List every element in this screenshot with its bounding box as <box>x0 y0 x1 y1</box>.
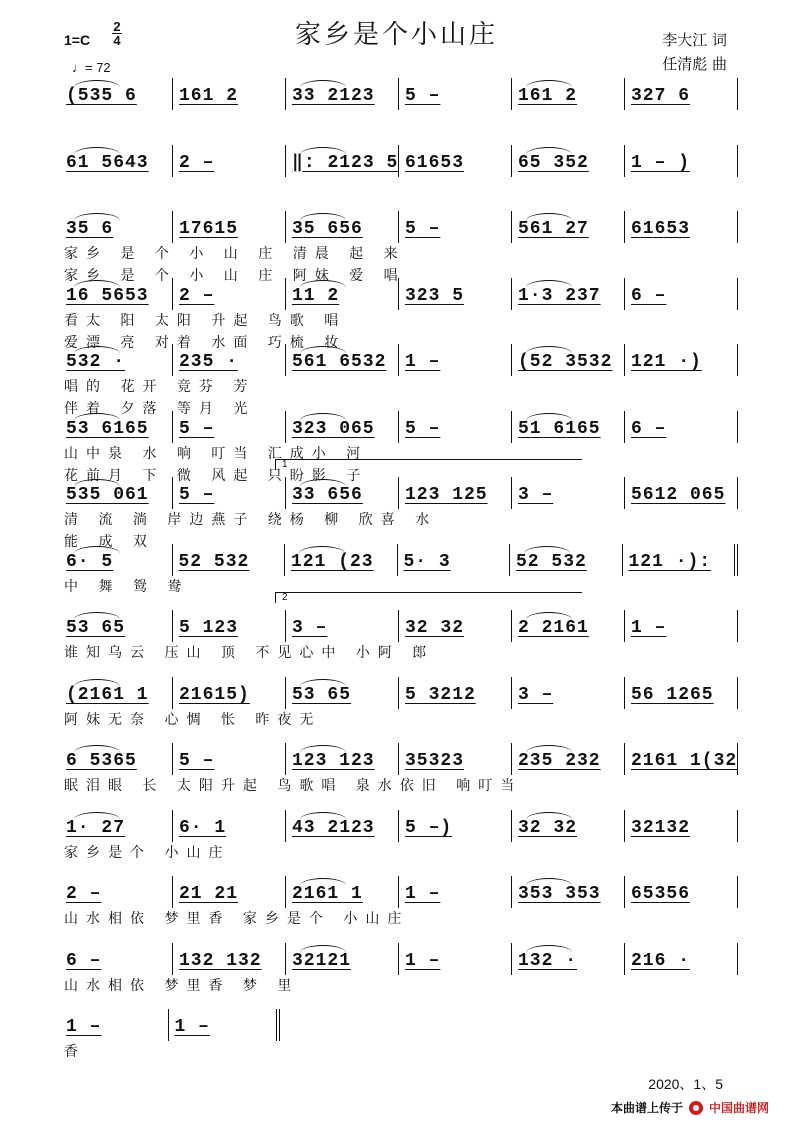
measure <box>624 677 738 709</box>
measure <box>60 411 172 443</box>
measure-notes: 3 – <box>518 485 554 505</box>
measure-notes: 21 21 <box>179 884 239 904</box>
slur-mark <box>74 413 120 428</box>
lyricist-credit: 李大江 词 <box>662 31 727 49</box>
measure <box>509 544 622 576</box>
measure-notes: 51 6165 <box>518 418 601 439</box>
notation-line <box>60 145 738 177</box>
measure <box>624 344 738 376</box>
measure-notes: 6 – <box>631 418 667 439</box>
measure-notes: 1 – <box>405 352 441 372</box>
score-row <box>60 876 738 930</box>
volta-bracket: 1 <box>275 459 582 470</box>
measure-notes: 235 · <box>179 352 239 372</box>
score-row <box>60 1009 280 1063</box>
slur-mark <box>74 213 120 228</box>
measure <box>285 145 398 177</box>
lyric-line: 家乡 是 个 小 山 庄 阿妹 爱 唱 <box>64 268 406 284</box>
measure-notes: 32 32 <box>518 817 578 838</box>
lyric-line: 家乡是个 小山庄 <box>64 844 231 861</box>
measure <box>511 610 624 642</box>
measure <box>285 943 398 975</box>
site-logo-icon <box>689 1101 703 1115</box>
measure <box>172 743 285 775</box>
slur-mark <box>300 679 346 694</box>
measure-notes: 535 061 <box>66 485 149 505</box>
slur-mark <box>526 945 572 960</box>
credits <box>662 28 727 76</box>
measure <box>60 943 172 975</box>
slur-mark <box>74 812 120 827</box>
measure <box>398 477 511 509</box>
measure <box>172 145 285 177</box>
measure <box>511 810 624 842</box>
measure <box>511 677 624 709</box>
measure-notes: 6 – <box>631 285 667 306</box>
lyric-line: 山水相依 梦里香 梦 里 <box>64 977 300 994</box>
notation-line <box>60 743 738 775</box>
measure-notes: 5 3212 <box>405 684 476 705</box>
measure <box>398 677 511 709</box>
measure <box>624 278 738 310</box>
slur-mark <box>526 812 572 827</box>
measure-notes: 5 – <box>405 219 441 239</box>
measure <box>511 477 624 509</box>
lyric-line: 山水相依 梦里香 家乡是个 小山庄 <box>64 911 410 927</box>
slur-mark <box>74 546 120 561</box>
lyric-line: 山中泉 水 响 叮当 汇成小 河 <box>64 445 369 462</box>
measure <box>398 411 511 443</box>
slur-mark <box>74 80 120 95</box>
measure <box>624 411 738 443</box>
measure-notes: 2 – <box>179 152 215 173</box>
measure <box>398 211 511 243</box>
lyric-line: 伴着 夕落 等月 光 <box>64 401 256 417</box>
lyric-line: 花前月 下 微 风起 只盼影 子 <box>64 467 369 484</box>
measure-notes: 132 132 <box>179 950 262 971</box>
slur-mark <box>526 878 572 893</box>
score-row <box>60 145 738 177</box>
slur-mark <box>526 612 572 627</box>
measure <box>622 544 739 576</box>
lyric-line: 香 <box>64 1044 86 1060</box>
slur-mark <box>300 213 346 228</box>
measure <box>624 743 738 775</box>
measure <box>60 677 172 709</box>
measure <box>398 78 511 110</box>
measure-notes: 65 352 <box>518 152 589 173</box>
measure-notes: 43 2123 <box>292 817 375 838</box>
measure-notes: 121 (23 <box>291 551 374 572</box>
measure <box>624 78 738 110</box>
measure-notes: 121 ·): <box>628 551 712 572</box>
notation-line <box>60 344 738 376</box>
measure <box>511 743 624 775</box>
measure <box>60 810 172 842</box>
notation-line <box>60 278 738 310</box>
measure-notes: 323 5 <box>405 285 465 306</box>
measure-notes: 16 5653 <box>66 285 149 306</box>
notation-line <box>60 544 738 576</box>
score-row <box>60 943 738 997</box>
measure <box>398 145 511 177</box>
slur-mark <box>526 280 572 295</box>
measure-notes: 65356 <box>631 884 691 904</box>
measure-notes: 1 – <box>66 1017 102 1037</box>
slur-mark <box>300 280 346 295</box>
meter-top: 2 <box>113 19 121 34</box>
measure <box>172 411 285 443</box>
measure <box>285 211 398 243</box>
slur-mark <box>74 612 120 627</box>
measure <box>624 943 738 975</box>
measure-notes: 35 6 <box>66 219 114 239</box>
measure <box>398 876 511 908</box>
slur-mark <box>299 546 345 561</box>
slur-mark <box>300 945 346 960</box>
slur-mark <box>74 280 120 295</box>
measure-notes: 35 656 <box>292 219 363 239</box>
measure-notes: 323 065 <box>292 418 375 439</box>
lyric-line: 清 流 淌 岸边燕子 绕杨 柳 欣喜 水 <box>64 512 438 528</box>
measure <box>511 876 624 908</box>
measure-notes: 5 –) <box>405 817 453 838</box>
measure-notes: 1 – <box>631 618 667 638</box>
measure <box>172 677 285 709</box>
slur-mark <box>526 147 572 162</box>
measure <box>284 544 397 576</box>
volta-bracket: 2 <box>275 592 582 603</box>
measure <box>60 743 172 775</box>
measure <box>60 145 172 177</box>
lyric-line: 看太 阳 太阳 升起 鸟歌 唱 <box>64 312 347 329</box>
measure-notes: 33 656 <box>292 485 363 505</box>
measure <box>511 943 624 975</box>
measure-notes: 32 32 <box>405 618 465 638</box>
notation-line <box>60 810 738 842</box>
meter-bottom: 4 <box>113 33 121 48</box>
measure <box>398 810 511 842</box>
notation-line <box>60 876 738 908</box>
slur-mark <box>300 812 346 827</box>
measure <box>60 1009 168 1041</box>
measure-notes: 33 2123 <box>292 86 375 106</box>
measure-notes: (535 6 <box>66 86 137 106</box>
slur-mark <box>74 479 120 494</box>
measure-notes: 561 6532 <box>292 352 387 372</box>
measure <box>285 810 398 842</box>
measure <box>285 677 398 709</box>
key-signature: 1=C <box>64 32 91 48</box>
measure <box>624 211 738 243</box>
measure-notes: 123 123 <box>292 751 375 771</box>
measure <box>397 544 510 576</box>
measure <box>398 278 511 310</box>
measure <box>172 810 285 842</box>
lyric-line: 中 舞 鸳 鸯 <box>64 578 190 595</box>
slur-mark <box>300 878 346 893</box>
measure <box>172 344 285 376</box>
score-row <box>60 592 738 664</box>
measure-notes: 11 2 <box>292 285 340 306</box>
measure <box>398 943 511 975</box>
score-row <box>60 743 738 797</box>
score-row <box>60 677 738 731</box>
measure-notes: 161 2 <box>518 86 578 106</box>
measure-notes: 32132 <box>631 817 691 838</box>
measure <box>172 278 285 310</box>
score-row <box>60 810 738 864</box>
slur-mark <box>300 479 346 494</box>
score-row <box>60 411 738 487</box>
measure-notes: 561 27 <box>518 219 589 239</box>
lyric-line: 阿妹无奈 心惆 怅 昨夜无 <box>64 711 322 728</box>
lyric-line: 爱漂 亮 对着 水面 巧梳 妆 <box>64 334 347 351</box>
measure-notes: 132 · <box>518 950 578 971</box>
date-stamp: 2020、1、5 <box>648 1076 723 1092</box>
measure <box>60 610 172 642</box>
tempo-marking: ♩= 72 <box>72 60 111 75</box>
measure <box>624 610 738 642</box>
measure <box>60 78 172 110</box>
page-title: 家乡是个小山庄 <box>294 20 498 50</box>
measure-notes: 216 · <box>631 950 691 971</box>
slur-mark <box>526 413 572 428</box>
notation-line <box>60 477 738 509</box>
measure-notes: 123 125 <box>405 485 488 505</box>
measure <box>172 211 285 243</box>
slur-mark <box>526 745 572 760</box>
measure-notes: 32121 <box>292 950 352 971</box>
lyric-line: 家乡 是 个 小 山 庄 清晨 起 来 <box>64 246 406 262</box>
score-row <box>60 278 738 354</box>
measure-notes: 2 – <box>66 884 102 904</box>
measure-notes: 161 2 <box>179 86 239 106</box>
measure-notes: 532 · <box>66 352 126 372</box>
measure-notes: 53 65 <box>66 618 126 638</box>
notation-line <box>60 1009 280 1041</box>
measure <box>172 477 285 509</box>
measure <box>285 278 398 310</box>
measure-notes: 21615) <box>179 684 250 705</box>
measure <box>398 610 511 642</box>
measure <box>285 743 398 775</box>
slur-mark <box>300 80 346 95</box>
measure <box>285 876 398 908</box>
measure-notes: 2161 1 <box>292 884 363 904</box>
measure-notes: 1·3 237 <box>518 285 601 306</box>
measure <box>172 78 285 110</box>
measure-notes: 6· 1 <box>179 817 227 838</box>
measure-notes: 1 – <box>405 950 441 971</box>
measure <box>60 211 172 243</box>
score-row <box>60 544 738 598</box>
measure-notes: 1 – ) <box>631 152 691 173</box>
measure <box>60 477 172 509</box>
measure-notes: ‖: 2123 5 <box>292 152 398 173</box>
measure <box>60 544 172 576</box>
measure-notes: 35323 <box>405 751 465 771</box>
measure <box>398 344 511 376</box>
measure-notes: 1· 27 <box>66 817 126 838</box>
measure-notes: 5 – <box>179 751 215 771</box>
slur-mark <box>74 745 120 760</box>
measure-notes: 17615 <box>179 219 239 239</box>
site-name: 中国曲谱网 <box>708 1101 769 1115</box>
measure-notes: 353 353 <box>518 884 601 904</box>
measure-notes: 327 6 <box>631 86 691 106</box>
slur-mark <box>526 80 572 95</box>
measure <box>60 876 172 908</box>
measure <box>624 145 738 177</box>
measure-notes: 235 232 <box>518 751 601 771</box>
measure <box>285 344 398 376</box>
measure-notes: 1 – <box>174 1017 210 1037</box>
upload-credit <box>611 1099 769 1116</box>
measure-notes: 6 5365 <box>66 751 137 771</box>
lyric-line: 谁知乌云 压山 顶 不见心中 小阿 郎 <box>64 645 435 661</box>
notation-line <box>60 943 738 975</box>
slur-mark <box>300 147 346 162</box>
slur-mark <box>526 213 572 228</box>
measure <box>285 477 398 509</box>
measure <box>285 411 398 443</box>
measure <box>511 211 624 243</box>
measure <box>285 78 398 110</box>
measure <box>511 78 624 110</box>
slur-mark <box>74 147 120 162</box>
slur-mark <box>74 346 120 361</box>
measure <box>172 943 285 975</box>
lyric-line: 唱的 花开 竞芬 芳 <box>64 379 256 395</box>
measure <box>172 610 285 642</box>
measure <box>168 1009 281 1041</box>
notation-line <box>60 78 738 110</box>
score-row <box>60 211 738 287</box>
slur-mark <box>300 346 346 361</box>
measure <box>511 145 624 177</box>
measure-notes: 61653 <box>405 152 465 173</box>
measure-notes: 1 – <box>405 884 441 904</box>
measure <box>60 278 172 310</box>
measure <box>172 876 285 908</box>
measure <box>624 477 738 509</box>
measure-notes: 61 5643 <box>66 152 149 173</box>
score-row <box>60 78 738 110</box>
measure <box>511 411 624 443</box>
measure-notes: 52 532 <box>178 551 250 572</box>
lyric-line: 眠泪眼 长 太阳升起 鸟歌唱 泉水依旧 响叮当 <box>64 778 523 794</box>
notation-line <box>60 411 738 443</box>
measure-notes: 5 – <box>179 485 215 505</box>
slur-mark <box>300 745 346 760</box>
composer-credit: 任清彪 曲 <box>662 55 727 73</box>
measure <box>624 876 738 908</box>
measure-notes: 5 – <box>405 418 441 439</box>
slur-mark <box>74 679 120 694</box>
measure-notes: 5· 3 <box>403 551 451 572</box>
measure-notes: 5 123 <box>179 618 239 638</box>
measure-notes: 53 6165 <box>66 418 149 439</box>
measure-notes: 5612 065 <box>631 485 726 505</box>
measure-notes: 53 65 <box>292 684 352 705</box>
measure <box>624 810 738 842</box>
measure-notes: 2 – <box>179 285 215 306</box>
score-row <box>60 344 738 420</box>
measure <box>398 743 511 775</box>
measure-notes: 5 – <box>405 86 441 106</box>
lyric-line: 能 成 双 <box>64 534 155 550</box>
measure-notes: 56 1265 <box>631 684 714 705</box>
slur-mark <box>300 413 346 428</box>
measure-notes: (52 3532 <box>518 352 613 372</box>
measure <box>285 610 398 642</box>
measure-notes: 2 2161 <box>518 618 589 638</box>
slur-mark <box>526 346 572 361</box>
notation-line <box>60 211 738 243</box>
measure-notes: 3 – <box>518 684 554 705</box>
measure-notes: 5 – <box>179 418 215 439</box>
measure-notes: 61653 <box>631 219 691 239</box>
notation-line <box>60 610 738 642</box>
measure <box>511 278 624 310</box>
measure-notes: 121 ·) <box>631 352 702 372</box>
upload-label: 本曲谱上传于 <box>610 1101 683 1115</box>
measure-notes: 3 – <box>292 618 328 638</box>
measure <box>511 344 624 376</box>
measure <box>60 344 172 376</box>
measure-notes: 52 532 <box>516 551 587 572</box>
time-signature <box>112 20 122 47</box>
measure-notes: 6 – <box>66 950 102 971</box>
measure-notes: 6· 5 <box>66 551 114 572</box>
measure <box>172 544 285 576</box>
measure-notes: (2161 1 <box>66 684 149 705</box>
slur-mark <box>524 546 570 561</box>
notation-line <box>60 677 738 709</box>
measure-notes: 2161 1(32 <box>631 751 738 771</box>
